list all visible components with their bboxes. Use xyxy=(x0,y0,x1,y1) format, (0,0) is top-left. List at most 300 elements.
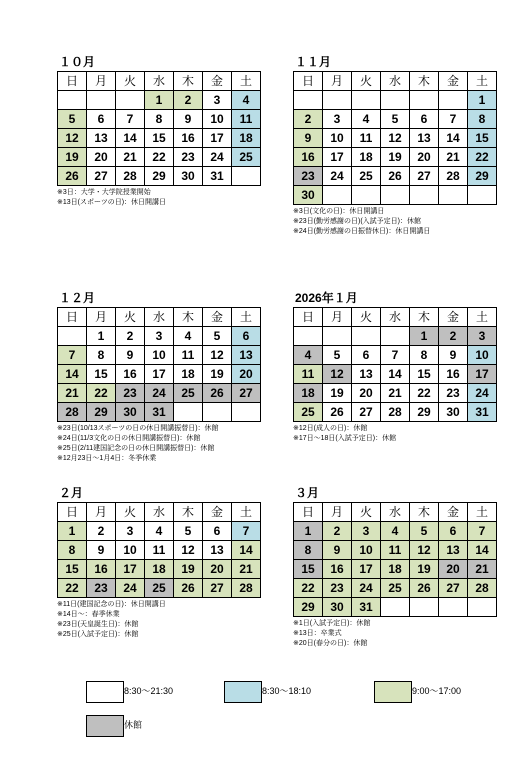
day-cell: 6 xyxy=(410,110,439,129)
empty-cell xyxy=(294,91,323,110)
weekday-header xyxy=(58,308,261,327)
day-cell: 7 xyxy=(58,346,87,365)
day-cell: 1 xyxy=(145,91,174,110)
calendar-grid xyxy=(57,502,261,598)
day-cell: 1 xyxy=(468,91,497,110)
day-cell: 11 xyxy=(145,541,174,560)
day-cell: 27 xyxy=(87,167,116,186)
weekday-label: 火 xyxy=(116,503,145,522)
calendar-grid xyxy=(293,307,497,422)
week-row xyxy=(58,167,261,186)
note-line: ※24日(勤労感謝の日振替休日)：休日開講日 xyxy=(293,228,431,235)
month-notes xyxy=(57,424,253,464)
note-line: ※23日(勤労感謝の日)(入試予定日)：休館 xyxy=(293,218,421,225)
week-row xyxy=(294,91,497,110)
weekday-label: 日 xyxy=(294,72,323,91)
day-cell: 18 xyxy=(232,129,261,148)
day-cell: 21 xyxy=(468,560,497,579)
day-cell: 1 xyxy=(294,522,323,541)
day-cell: 5 xyxy=(381,110,410,129)
weekday-label: 土 xyxy=(468,72,497,91)
day-cell: 4 xyxy=(294,346,323,365)
note-line: ※25日(2/11建国記念の日の休日開講振替日)：休館 xyxy=(57,445,215,452)
note-line: ※17日～18日(入試予定日)：休館 xyxy=(293,435,397,442)
day-cell: 28 xyxy=(232,579,261,598)
empty-cell xyxy=(58,91,87,110)
day-cell: 19 xyxy=(323,384,352,403)
month-notes xyxy=(293,619,489,649)
weekday-header xyxy=(294,308,497,327)
day-cell: 20 xyxy=(352,384,381,403)
weekday-label: 月 xyxy=(87,308,116,327)
day-cell: 22 xyxy=(145,148,174,167)
month-notes xyxy=(293,207,489,237)
day-cell: 5 xyxy=(410,522,439,541)
week-row xyxy=(58,403,261,422)
month-title: １０月 xyxy=(59,55,96,69)
day-cell: 6 xyxy=(439,522,468,541)
empty-cell xyxy=(174,403,203,422)
day-cell: 20 xyxy=(410,148,439,167)
day-cell: 28 xyxy=(381,403,410,422)
note-line: ※24日(11/3文化の日の休日開講振替日)：休館 xyxy=(57,435,201,442)
weekday-label: 水 xyxy=(145,503,174,522)
day-cell: 6 xyxy=(87,110,116,129)
note-line: ※3日(文化の日)：休日開講日 xyxy=(293,208,385,215)
month-notes xyxy=(57,188,253,208)
empty-cell xyxy=(381,598,410,617)
legend-label: 8:30～21:30 xyxy=(124,686,174,696)
day-cell: 19 xyxy=(381,148,410,167)
weekday-label: 金 xyxy=(439,72,468,91)
day-cell: 10 xyxy=(203,110,232,129)
note-line: ※23日(天皇誕生日)：休館 xyxy=(57,621,139,628)
day-cell: 11 xyxy=(352,129,381,148)
legend-swatch xyxy=(224,681,262,703)
day-cell: 22 xyxy=(58,579,87,598)
day-cell: 15 xyxy=(145,129,174,148)
day-cell: 1 xyxy=(87,327,116,346)
calendar-grid xyxy=(57,307,261,422)
day-cell: 4 xyxy=(381,522,410,541)
week-row xyxy=(294,186,497,205)
empty-cell xyxy=(323,91,352,110)
day-cell: 31 xyxy=(468,403,497,422)
day-cell: 25 xyxy=(352,167,381,186)
day-cell: 22 xyxy=(294,579,323,598)
month-calendar xyxy=(293,486,489,649)
day-cell: 27 xyxy=(203,579,232,598)
day-cell: 27 xyxy=(439,579,468,598)
week-row xyxy=(58,541,261,560)
weekday-label: 金 xyxy=(203,72,232,91)
empty-cell xyxy=(439,186,468,205)
day-cell: 13 xyxy=(410,129,439,148)
day-cell: 26 xyxy=(410,579,439,598)
day-cell: 4 xyxy=(352,110,381,129)
note-line: ※13日：卒業式 xyxy=(293,630,342,637)
day-cell: 20 xyxy=(87,148,116,167)
day-cell: 7 xyxy=(468,522,497,541)
day-cell: 26 xyxy=(58,167,87,186)
weekday-label: 土 xyxy=(232,308,261,327)
day-cell: 2 xyxy=(294,110,323,129)
weekday-label: 金 xyxy=(439,503,468,522)
day-cell: 26 xyxy=(203,384,232,403)
legend-swatch xyxy=(374,681,412,703)
day-cell: 26 xyxy=(381,167,410,186)
day-cell: 5 xyxy=(58,110,87,129)
day-cell: 11 xyxy=(381,541,410,560)
note-line: ※25日(入試予定日)：休館 xyxy=(57,631,139,638)
empty-cell xyxy=(381,186,410,205)
day-cell: 27 xyxy=(352,403,381,422)
day-cell: 7 xyxy=(116,110,145,129)
empty-cell xyxy=(87,91,116,110)
day-cell: 24 xyxy=(352,579,381,598)
day-cell: 25 xyxy=(232,148,261,167)
day-cell: 9 xyxy=(323,541,352,560)
week-row xyxy=(58,327,261,346)
day-cell: 3 xyxy=(323,110,352,129)
day-cell: 29 xyxy=(294,598,323,617)
day-cell: 11 xyxy=(294,365,323,384)
empty-cell xyxy=(232,403,261,422)
day-cell: 5 xyxy=(323,346,352,365)
weekday-label: 土 xyxy=(468,503,497,522)
empty-cell xyxy=(116,91,145,110)
week-row xyxy=(58,148,261,167)
day-cell: 31 xyxy=(203,167,232,186)
day-cell: 2 xyxy=(323,522,352,541)
day-cell: 16 xyxy=(87,560,116,579)
day-cell: 18 xyxy=(174,365,203,384)
day-cell: 12 xyxy=(174,541,203,560)
day-cell: 9 xyxy=(439,346,468,365)
weekday-header xyxy=(58,503,261,522)
note-line: ※11日(建国記念の日)：休日開講日 xyxy=(57,601,166,608)
week-row xyxy=(58,365,261,384)
weekday-label: 木 xyxy=(410,72,439,91)
day-cell: 8 xyxy=(145,110,174,129)
empty-cell xyxy=(232,167,261,186)
day-cell: 1 xyxy=(410,327,439,346)
day-cell: 7 xyxy=(439,110,468,129)
weekday-label: 土 xyxy=(232,72,261,91)
day-cell: 29 xyxy=(145,167,174,186)
weekday-label: 水 xyxy=(381,308,410,327)
weekday-label: 木 xyxy=(174,72,203,91)
legend-swatch xyxy=(86,715,124,737)
day-cell: 21 xyxy=(439,148,468,167)
day-cell: 21 xyxy=(232,560,261,579)
week-row xyxy=(58,522,261,541)
day-cell: 29 xyxy=(468,167,497,186)
day-cell: 20 xyxy=(439,560,468,579)
day-cell: 21 xyxy=(381,384,410,403)
day-cell: 2 xyxy=(116,327,145,346)
empty-cell xyxy=(410,91,439,110)
day-cell: 5 xyxy=(203,327,232,346)
day-cell: 4 xyxy=(174,327,203,346)
day-cell: 28 xyxy=(58,403,87,422)
day-cell: 23 xyxy=(174,148,203,167)
day-cell: 13 xyxy=(232,346,261,365)
legend-label: 休館 xyxy=(124,720,143,730)
empty-cell xyxy=(323,186,352,205)
week-row xyxy=(58,579,261,598)
day-cell: 28 xyxy=(468,579,497,598)
week-row xyxy=(294,167,497,186)
empty-cell xyxy=(323,327,352,346)
day-cell: 17 xyxy=(203,129,232,148)
day-cell: 23 xyxy=(294,167,323,186)
weekday-label: 金 xyxy=(203,503,232,522)
month-calendar xyxy=(293,55,489,237)
weekday-label: 日 xyxy=(294,308,323,327)
empty-cell xyxy=(439,598,468,617)
legend-swatch xyxy=(86,681,124,703)
day-cell: 30 xyxy=(439,403,468,422)
weekday-label: 日 xyxy=(58,503,87,522)
day-cell: 21 xyxy=(116,148,145,167)
calendar-grid xyxy=(57,71,261,186)
calendar-grid xyxy=(293,71,497,205)
day-cell: 20 xyxy=(203,560,232,579)
day-cell: 12 xyxy=(410,541,439,560)
weekday-label: 火 xyxy=(116,72,145,91)
day-cell: 23 xyxy=(116,384,145,403)
day-cell: 20 xyxy=(232,365,261,384)
month-title: ２月 xyxy=(59,486,84,500)
day-cell: 26 xyxy=(174,579,203,598)
weekday-label: 火 xyxy=(352,308,381,327)
day-cell: 30 xyxy=(323,598,352,617)
week-row xyxy=(58,384,261,403)
day-cell: 8 xyxy=(58,541,87,560)
day-cell: 12 xyxy=(323,365,352,384)
month-calendar xyxy=(57,55,253,208)
day-cell: 29 xyxy=(87,403,116,422)
day-cell: 19 xyxy=(174,560,203,579)
day-cell: 9 xyxy=(294,129,323,148)
month-calendar xyxy=(57,291,253,464)
week-row xyxy=(294,129,497,148)
day-cell: 5 xyxy=(174,522,203,541)
note-line: ※23日(10/13スポーツの日の休日開講振替日)：休館 xyxy=(57,425,219,432)
weekday-label: 土 xyxy=(232,503,261,522)
day-cell: 17 xyxy=(352,560,381,579)
day-cell: 19 xyxy=(203,365,232,384)
day-cell: 6 xyxy=(232,327,261,346)
note-line: ※14日～：春季休業 xyxy=(57,611,120,618)
calendar-grid xyxy=(293,502,497,617)
day-cell: 16 xyxy=(116,365,145,384)
day-cell: 30 xyxy=(116,403,145,422)
day-cell: 31 xyxy=(352,598,381,617)
week-row xyxy=(58,129,261,148)
day-cell: 13 xyxy=(439,541,468,560)
day-cell: 16 xyxy=(174,129,203,148)
weekday-label: 日 xyxy=(294,503,323,522)
empty-cell xyxy=(352,327,381,346)
day-cell: 2 xyxy=(439,327,468,346)
day-cell: 14 xyxy=(58,365,87,384)
note-line: ※12日(成人の日)：休館 xyxy=(293,425,368,432)
day-cell: 27 xyxy=(410,167,439,186)
day-cell: 24 xyxy=(203,148,232,167)
day-cell: 23 xyxy=(439,384,468,403)
day-cell: 24 xyxy=(323,167,352,186)
week-row xyxy=(294,384,497,403)
day-cell: 25 xyxy=(174,384,203,403)
day-cell: 21 xyxy=(58,384,87,403)
weekday-label: 月 xyxy=(323,503,352,522)
day-cell: 16 xyxy=(294,148,323,167)
day-cell: 23 xyxy=(87,579,116,598)
week-row xyxy=(294,346,497,365)
day-cell: 7 xyxy=(232,522,261,541)
day-cell: 18 xyxy=(145,560,174,579)
day-cell: 18 xyxy=(352,148,381,167)
empty-cell xyxy=(381,327,410,346)
weekday-label: 金 xyxy=(203,308,232,327)
day-cell: 4 xyxy=(145,522,174,541)
weekday-label: 木 xyxy=(410,503,439,522)
weekday-label: 水 xyxy=(381,72,410,91)
legend-label: 8:30～18:10 xyxy=(262,686,312,696)
day-cell: 24 xyxy=(468,384,497,403)
weekday-label: 水 xyxy=(381,503,410,522)
day-cell: 30 xyxy=(294,186,323,205)
empty-cell xyxy=(58,327,87,346)
month-title: １２月 xyxy=(59,291,96,305)
day-cell: 3 xyxy=(145,327,174,346)
day-cell: 18 xyxy=(381,560,410,579)
day-cell: 23 xyxy=(323,579,352,598)
day-cell: 16 xyxy=(323,560,352,579)
weekday-header xyxy=(294,72,497,91)
day-cell: 17 xyxy=(116,560,145,579)
weekday-label: 土 xyxy=(468,308,497,327)
weekday-header xyxy=(58,72,261,91)
day-cell: 18 xyxy=(294,384,323,403)
day-cell: 3 xyxy=(203,91,232,110)
day-cell: 16 xyxy=(439,365,468,384)
weekday-label: 日 xyxy=(58,308,87,327)
week-row xyxy=(294,403,497,422)
day-cell: 9 xyxy=(116,346,145,365)
weekday-label: 木 xyxy=(174,308,203,327)
legend-label: 9:00～17:00 xyxy=(412,686,462,696)
week-row xyxy=(294,327,497,346)
day-cell: 15 xyxy=(410,365,439,384)
day-cell: 13 xyxy=(352,365,381,384)
weekday-header xyxy=(294,503,497,522)
day-cell: 28 xyxy=(439,167,468,186)
day-cell: 22 xyxy=(468,148,497,167)
weekday-label: 火 xyxy=(352,503,381,522)
day-cell: 14 xyxy=(116,129,145,148)
day-cell: 6 xyxy=(352,346,381,365)
day-cell: 19 xyxy=(58,148,87,167)
day-cell: 12 xyxy=(203,346,232,365)
week-row xyxy=(294,365,497,384)
week-row xyxy=(294,148,497,167)
empty-cell xyxy=(468,186,497,205)
day-cell: 11 xyxy=(174,346,203,365)
day-cell: 27 xyxy=(232,384,261,403)
day-cell: 24 xyxy=(145,384,174,403)
day-cell: 10 xyxy=(352,541,381,560)
day-cell: 3 xyxy=(116,522,145,541)
day-cell: 15 xyxy=(468,129,497,148)
empty-cell xyxy=(439,91,468,110)
day-cell: 19 xyxy=(410,560,439,579)
day-cell: 28 xyxy=(116,167,145,186)
empty-cell xyxy=(410,598,439,617)
month-title: ３月 xyxy=(295,486,320,500)
day-cell: 22 xyxy=(87,384,116,403)
week-row xyxy=(58,110,261,129)
note-line: ※3日：大学・大学院授業開始 xyxy=(57,189,151,196)
day-cell: 8 xyxy=(468,110,497,129)
day-cell: 8 xyxy=(294,541,323,560)
week-row xyxy=(58,560,261,579)
day-cell: 9 xyxy=(174,110,203,129)
empty-cell xyxy=(203,403,232,422)
day-cell: 10 xyxy=(323,129,352,148)
month-title: 2026年１月 xyxy=(295,291,358,305)
day-cell: 4 xyxy=(232,91,261,110)
weekday-label: 月 xyxy=(323,72,352,91)
day-cell: 30 xyxy=(174,167,203,186)
day-cell: 14 xyxy=(232,541,261,560)
day-cell: 14 xyxy=(439,129,468,148)
weekday-label: 水 xyxy=(145,308,174,327)
note-line: ※20日(春分の日)：休館 xyxy=(293,640,368,647)
day-cell: 7 xyxy=(381,346,410,365)
month-title: １１月 xyxy=(295,55,332,69)
day-cell: 15 xyxy=(87,365,116,384)
empty-cell xyxy=(410,186,439,205)
day-cell: 12 xyxy=(58,129,87,148)
day-cell: 14 xyxy=(381,365,410,384)
month-calendar xyxy=(293,291,489,444)
day-cell: 17 xyxy=(323,148,352,167)
week-row xyxy=(294,579,497,598)
weekday-label: 木 xyxy=(174,503,203,522)
empty-cell xyxy=(352,91,381,110)
day-cell: 17 xyxy=(145,365,174,384)
day-cell: 29 xyxy=(410,403,439,422)
empty-cell xyxy=(352,186,381,205)
day-cell: 13 xyxy=(203,541,232,560)
day-cell: 10 xyxy=(116,541,145,560)
note-line: ※12月23日～1月4日：冬季休業 xyxy=(57,455,157,462)
day-cell: 13 xyxy=(87,129,116,148)
week-row xyxy=(294,541,497,560)
day-cell: 11 xyxy=(232,110,261,129)
weekday-label: 火 xyxy=(352,72,381,91)
day-cell: 3 xyxy=(352,522,381,541)
day-cell: 25 xyxy=(145,579,174,598)
empty-cell xyxy=(468,598,497,617)
day-cell: 15 xyxy=(58,560,87,579)
month-notes xyxy=(57,600,253,640)
day-cell: 25 xyxy=(381,579,410,598)
weekday-label: 月 xyxy=(87,72,116,91)
